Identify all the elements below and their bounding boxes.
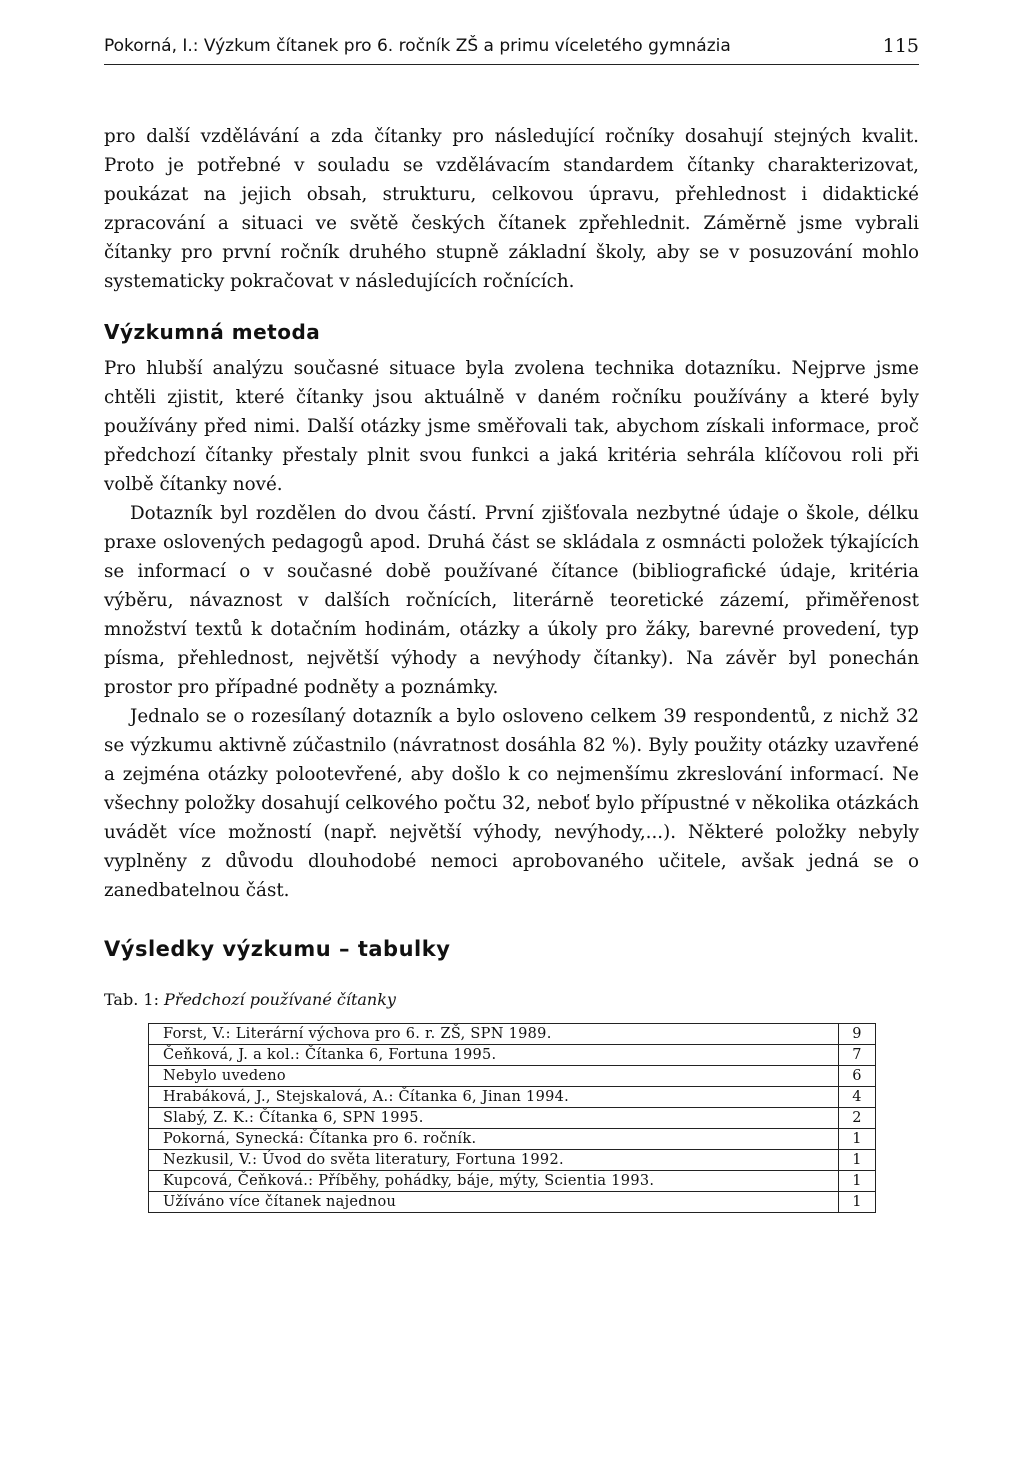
table-caption-label: Tab. 1: — [104, 990, 159, 1009]
table-row — [149, 1087, 876, 1108]
table-cell-title: Pokorná, Synecká: Čítanka pro 6. ročník. — [149, 1129, 839, 1150]
table-cell-count: 1 — [839, 1150, 876, 1171]
table-cell-title: Hrabáková, J., Stejskalová, A.: Čítanka 6, Jinan 1994. — [149, 1087, 839, 1108]
heading-method: Výzkumná metoda — [104, 320, 321, 344]
readers-table — [148, 1023, 876, 1213]
table-cell-title: Nebylo uvedeno — [149, 1066, 839, 1087]
running-header — [104, 34, 919, 65]
table-cell-title: Kupcová, Čeňková.: Příběhy, pohádky, báje, mýty, Scientia 1993. — [149, 1171, 839, 1192]
table-cell-count: 1 — [839, 1171, 876, 1192]
table-row — [149, 1129, 876, 1150]
table-row — [149, 1045, 876, 1066]
table-caption — [104, 989, 919, 1011]
table-cell-count: 1 — [839, 1129, 876, 1150]
table-cell-count: 9 — [839, 1024, 876, 1045]
table-cell-title: Čeňková, J. a kol.: Čítanka 6, Fortuna 1995. — [149, 1045, 839, 1066]
table-cell-count: 2 — [839, 1108, 876, 1129]
table-row — [149, 1066, 876, 1087]
table-cell-count: 4 — [839, 1087, 876, 1108]
paragraph-method-2: Dotazník byl rozdělen do dvou částí. První zjišťovala nezbytné údaje o škole, délku praxe oslovených pedagogů apod. Druhá část se skládala z osmnácti položek týkajících se informací o v současné době používané čítance (bibliografické údaje, kritéria výběru, návaznost v dalších ročnících, literárně teoretické zázemí, přiměřenost množství textů k dotačním hodinám, otázky a úkoly pro žáky, barevné provedení, typ písma, přehlednost, největší výhody a nevýhody čítanky). Na závěr byl ponechán prostor pro případné podněty a poznámky. — [104, 503, 919, 698]
table-row — [149, 1192, 876, 1213]
table-row — [149, 1024, 876, 1045]
table-cell-title: Užíváno více čítanek najednou — [149, 1192, 839, 1213]
running-header-title: Pokorná, I.: Výzkum čítanek pro 6. ročník ZŠ a primu víceletého gymnázia — [104, 36, 731, 56]
table-cell-title: Forst, V.: Literární výchova pro 6. r. ZŠ, SPN 1989. — [149, 1024, 839, 1045]
paragraph-intro: pro další vzdělávání a zda čítanky pro následující ročníky dosahují stejných kvalit. Proto je potřebné v souladu se vzdělávacím standardem čítanky charakterizovat, poukázat na jejich obsah, strukturu, celkovou úpravu, přehlednost i didaktické zpracování a situaci ve světě českých čítanek zpřehlednit. Záměrně jsme vybrali čítanky pro první ročník druhého stupně základní školy, aby se v posuzování mohlo systematicky pokračovat v následujících ročnících. — [104, 126, 919, 292]
heading-results: Výsledky výzkumu – tabulky — [104, 937, 451, 961]
table-row — [149, 1108, 876, 1129]
table-caption-title: Předchozí používané čítanky — [164, 990, 396, 1009]
table-cell-count: 7 — [839, 1045, 876, 1066]
table-cell-title: Nezkusil, V.: Úvod do světa literatury, Fortuna 1992. — [149, 1150, 839, 1171]
table-cell-title: Slabý, Z. K.: Čítanka 6, SPN 1995. — [149, 1108, 839, 1129]
table-cell-count: 1 — [839, 1192, 876, 1213]
paragraph-method-3: Jednalo se o rozesílaný dotazník a bylo osloveno celkem 39 respondentů, z nichž 32 se výzkumu aktivně zúčastnilo (návratnost dosáhla 82 %). Byly použity otázky uzavřené a zejména otázky polootevřené, aby došlo k co nejmenšímu zkreslování informací. Ne všechny položky dosahují celkového počtu 32, neboť bylo přípustné v několika otázkách uvádět více možností (např. největší výhody, nevýhody,...). Některé položky nebyly vyplněny z důvodu dlouhodobé nemoci aprobovaného učitele, avšak jedná se o zanedbatelnou část. — [104, 706, 919, 901]
article-body — [104, 122, 919, 1213]
page-number: 115 — [882, 35, 919, 57]
table-row — [149, 1171, 876, 1192]
table-row — [149, 1150, 876, 1171]
paragraph-method-1: Pro hlubší analýzu současné situace byla zvolena technika dotazníku. Nejprve jsme chtěli zjistit, které čítanky jsou aktuálně v daném ročníku používány a které byly používány před nimi. Další otázky jsme směřovali tak, abychom získali informace, proč předchozí čítanky přestaly plnit svou funkci a jaká kritéria sehrála klíčovou roli při volbě čítanky nové. — [104, 358, 919, 495]
table-cell-count: 6 — [839, 1066, 876, 1087]
